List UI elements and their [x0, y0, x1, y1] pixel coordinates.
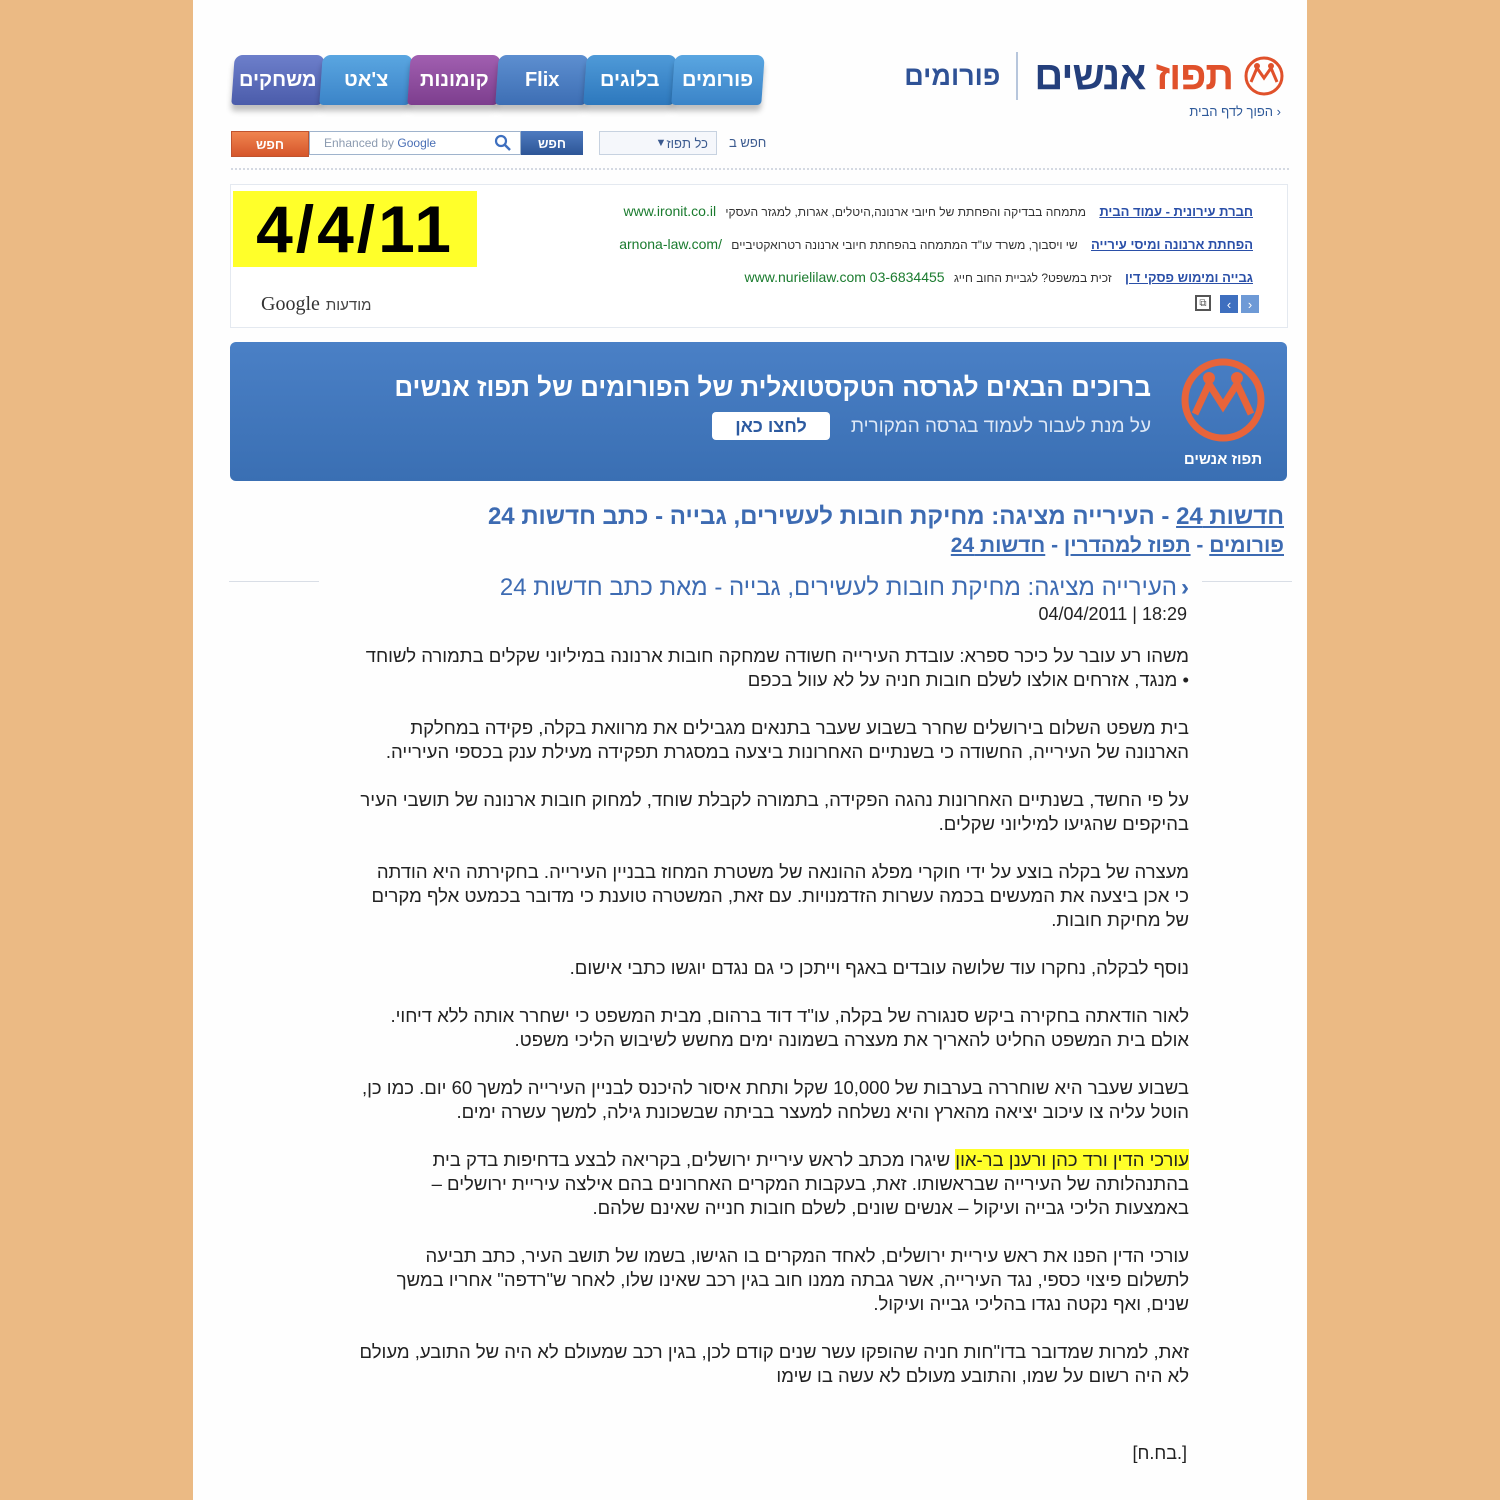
google-ads-label: Google מודעות — [261, 293, 372, 315]
post-title[interactable]: ‹העירייה מציגה: מחיקת חובות לעשירים, גבייה - מאת כתב חדשות 24 — [499, 574, 1189, 601]
banner-subtitle: על מנת לעבור לעמוד בגרסה המקורית — [850, 416, 1151, 437]
tab-games[interactable]: משחקים — [231, 55, 324, 105]
paragraph: זאת, למרות שמדובר בדו"חות חניה שהופקו עשר שנים קודם לכן, בגין רכב שמעולם לא היה של התובע, מעולם לא היה רשום על שמו, והתובע מעולם לא עשה בו שימו — [359, 1341, 1189, 1386]
brand-name: תפוז אנשים — [1034, 53, 1233, 98]
paragraph: לאור הודאתה בחקירה ביקש סנגורה של בקלה, עו"ד דוד ברהום, מבית המשפט כי ישחרר אותה ללא דיחוי. אולם בית המשפט החליט להאריך את מעצרה בשמונה ימים מחשש לשיבוש הליכי משפט. — [390, 1005, 1189, 1050]
site-logo[interactable] — [904, 52, 1285, 119]
search-in-label: חפש ב — [729, 135, 767, 150]
click-here-button[interactable]: לחצו כאן — [712, 412, 830, 440]
orange-search-button[interactable]: חפש — [231, 131, 309, 157]
search-input[interactable] — [309, 131, 521, 155]
sponsored-ads — [230, 184, 1288, 328]
divider — [229, 581, 319, 582]
ad-item[interactable]: חברת עירונית - עמוד הבית מתמחה בבדיקה והפחתת של חיובי ארנונה,היטלים, אגרות, למגזר העסקי www.ironit.co.il — [623, 203, 1253, 219]
scanned-page — [193, 0, 1307, 1500]
people-logo-icon — [1173, 356, 1273, 444]
paragraph: על פי החשד, בשנתיים האחרונות נהגה הפקידה, בתמורה לקבלת שוחד, למחוק חובות ארנונה של תושבי העיר בהיקפים שהגיעו למיליוני שקלים. — [360, 789, 1189, 834]
divider — [1202, 581, 1292, 582]
search-button[interactable]: חפש — [521, 131, 583, 155]
paragraph: בשבוע שעבר היא שוחררה בערבות של 10,000 שקל ותחת איסור להיכנס לבניין העירייה למשך 60 יום. כמו כן, הוטל עליה צו עיכוב יציאה מהארץ והיא נשלחה למעצר בביתה שבשכונת גילה, למשך עשרה ימים. — [361, 1077, 1189, 1122]
search-scope-select[interactable] — [599, 131, 717, 155]
ad-navigation — [1195, 295, 1259, 313]
paragraph: עורכי הדין הפנו את ראש עיריית ירושלים, לאחד המקרים בו הגישו, בשמו של תושב העיר, כתב תביעה לתשלום פיצוי כספי, נגד העירייה, אשר גבתה ממנו חוב בגין רכב שאינו שלו, לאחר ש"רדפה" אחריו במשך שנים, ואף נקטה נגדו בהליכי גבייה ועיקול. — [396, 1245, 1189, 1314]
paragraph: נוסף לבקלה, נחקרו עוד שלושה עובדים באגף וייתכן כי גם נגדם יוגשו כתבי אישום. — [569, 957, 1189, 978]
tab-forums[interactable]: פורומים — [671, 55, 764, 105]
news24-link[interactable]: חדשות 24 — [1176, 503, 1284, 530]
article-body — [359, 644, 1189, 1412]
external-link-icon[interactable]: ⧉ — [1195, 295, 1211, 311]
highlighted-text: עורכי הדין ורד כהן ורענן בר-און — [955, 1149, 1189, 1170]
paragraph: בית משפט השלום בירושלים שחרר בשבוע שעבר בתנאים מגבילים את מרוואת בקלה, פקידה במחלקת הארנונה של העירייה, החשודה כי בשנתיים האחרונות ביצעה במסגרת תפקידה מעילת ענק בכספי העירייה. — [385, 717, 1189, 762]
scope-value: כל תפוז — [666, 135, 708, 151]
chevron-left-icon: ‹ — [1181, 574, 1189, 601]
breadcrumb: פורומים - תפוז למהדרין - חדשות 24 — [950, 534, 1284, 557]
page-title: חדשות 24 - העירייה מציגה: מחיקת חובות לעשירים, גבייה - כתב חדשות 24 — [487, 503, 1284, 530]
logo-divider — [1016, 52, 1018, 100]
ad-item[interactable]: הפחתת ארנונה ומיסי עירייה שי ויסבוך, משרד עו"ד המתמחה בהפחתת חיובי ארנונה רטרואקטיביים /arnona-law.com — [619, 236, 1253, 252]
search-icon[interactable] — [494, 134, 512, 152]
chevron-down-icon: ▼ — [655, 137, 667, 149]
tab-communities[interactable]: קומונות — [407, 55, 500, 105]
breadcrumb-news24[interactable]: חדשות 24 — [950, 534, 1046, 557]
breadcrumb-tapuz-mehadrin[interactable]: תפוז למהדרין — [1063, 534, 1191, 557]
banner-logo-name: תפוז אנשים — [1183, 451, 1263, 468]
next-arrow-icon[interactable]: › — [1241, 295, 1259, 313]
make-homepage-link[interactable]: ‹ הפוך לדף הבית — [1189, 104, 1281, 119]
paragraph: עורכי הדין ורד כהן ורענן בר-און שיגרו מכתב לראש עיריית ירושלים, בקריאה לבצע בדחיפות בדק בית בהתנהלותה של העירייה שבראשותו. זאת, בעקבות המקרים האחרונים בהם אילצה עיריית ירושלים – באמצעות הליכי גבייה ועיקול – אנשים שונים, לשלם חובות חנייה שאינם שלהם. — [431, 1149, 1189, 1218]
banner-title: ברוכים הבאים לגרסה הטקסטואלית של הפורומים של תפוז אנשים — [394, 372, 1151, 402]
paragraph: מעצרה של בקלה בוצע על ידי חוקרי מפלג ההונאה של משטרת המחוז בבניין העירייה. בחקירתה היא הודתה כי אכן ביצעה את המעשים בכמה עשרות הזדמנויות. עם זאת, המשטרה טוענת כי מדובר בכמעט אלף מקרים של מחיקת חובות. — [371, 861, 1189, 930]
tab-blogs[interactable]: בלוגים — [583, 55, 676, 105]
welcome-banner — [230, 342, 1287, 481]
header-divider — [231, 168, 1289, 170]
section-name: פורומים — [904, 60, 1001, 91]
main-tabs — [233, 55, 761, 105]
search-placeholder: Enhanced by Google — [324, 136, 437, 150]
search-bar — [231, 131, 791, 157]
author-signature: [בח.ח.] — [1132, 1443, 1187, 1463]
tab-flix[interactable]: Flix — [495, 55, 588, 105]
prev-arrow-icon[interactable]: ‹ — [1220, 295, 1238, 313]
tab-chat[interactable]: צ'אט — [319, 55, 412, 105]
post-timestamp: 04/04/2011 | 18:29 — [1038, 604, 1187, 624]
paragraph: משהו רע עובר על כיכר ספרא: עובדת העירייה חשודה שמחקה חובות ארנונה במיליוני שקלים בתמורה לשוחד • מנגד, אזרחים אולצו לשלם חובות חניה על לא עוול בכפם — [365, 645, 1189, 690]
date-stamp: 4/4/11 — [233, 191, 477, 267]
people-logo-icon — [1243, 56, 1285, 96]
breadcrumb-forums[interactable]: פורומים — [1209, 534, 1284, 557]
ad-item[interactable]: גבייה ומימוש פסקי דין זכית במשפט? לגביית החוב חייג www.nurielilaw.com 03-6834455 — [744, 269, 1253, 285]
banner-logo — [1173, 356, 1273, 468]
